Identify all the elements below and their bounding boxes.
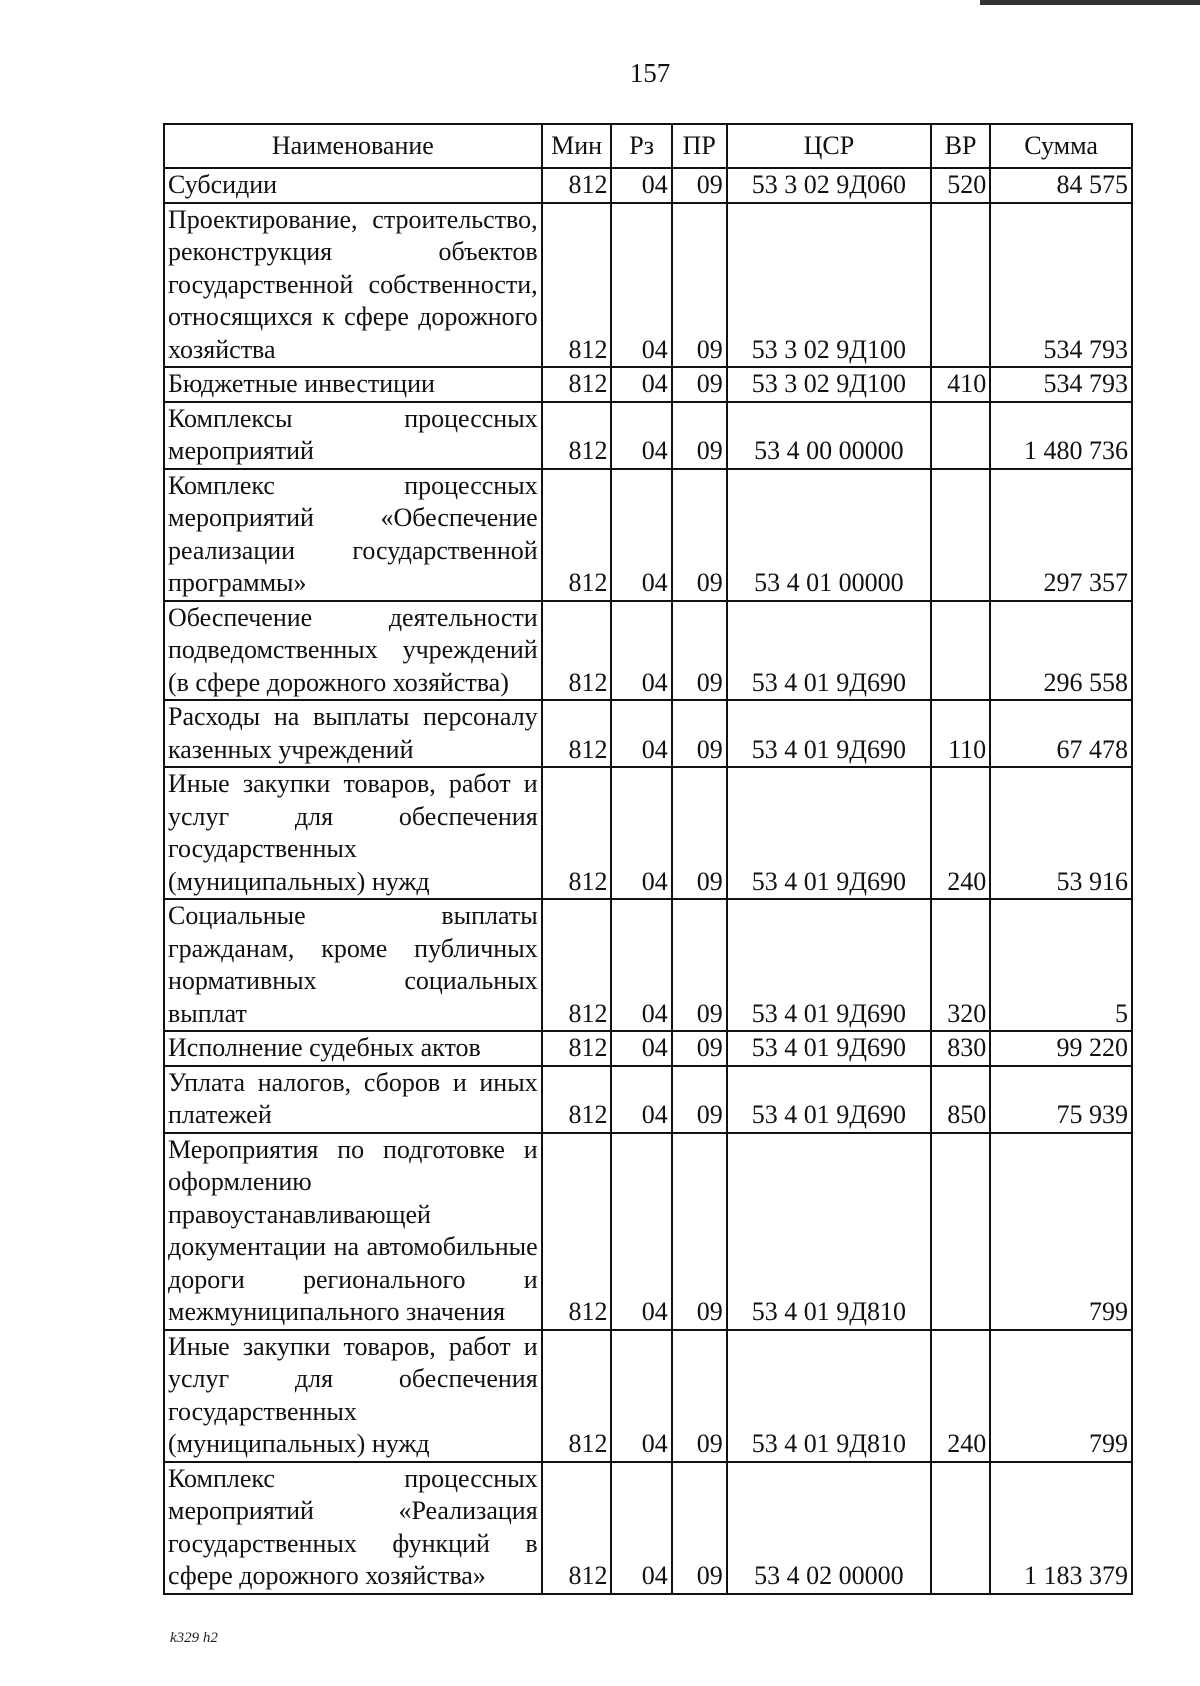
cell-pr: 09: [672, 203, 727, 368]
cell-sum: 297 357: [990, 469, 1132, 601]
table-row: [164, 1462, 1132, 1594]
cell-sum: 5: [990, 899, 1132, 1031]
cell-name: Исполнение судебных актов: [164, 1031, 542, 1066]
header-rz: Рз: [611, 124, 671, 168]
cell-rz: 04: [611, 367, 671, 402]
cell-sum: 534 793: [990, 367, 1132, 402]
cell-min: 812: [542, 1330, 612, 1462]
table-row: [164, 469, 1132, 601]
cell-min: 812: [542, 601, 612, 701]
cell-csr: 53 4 01 9Д690: [727, 700, 931, 767]
cell-name: Комплекс процессных мероприятий «Реализация государственных функций в сфере дорожного хозяйства»: [164, 1462, 542, 1594]
cell-csr: 53 4 01 9Д810: [727, 1133, 931, 1330]
cell-rz: 04: [611, 601, 671, 701]
cell-csr: 53 3 02 9Д100: [727, 367, 931, 402]
table-row: [164, 1031, 1132, 1066]
table-row: [164, 1330, 1132, 1462]
cell-min: 812: [542, 767, 612, 899]
cell-vr: [931, 1462, 990, 1594]
cell-vr: [931, 1133, 990, 1330]
cell-name: Уплата налогов, сборов и иных платежей: [164, 1066, 542, 1133]
page-number: 157: [629, 58, 671, 88]
header-vr: ВР: [931, 124, 990, 168]
cell-pr: 09: [672, 168, 727, 203]
cell-min: 812: [542, 203, 612, 368]
cell-vr: 320: [931, 899, 990, 1031]
cell-pr: 09: [672, 469, 727, 601]
cell-pr: 09: [672, 402, 727, 469]
cell-csr: 53 4 01 9Д690: [727, 1066, 931, 1133]
cell-rz: 04: [611, 1031, 671, 1066]
cell-min: 812: [542, 700, 612, 767]
cell-name: Иные закупки товаров, работ и услуг для обеспечения государственных (муниципальных) нужд: [164, 1330, 542, 1462]
table-row: [164, 601, 1132, 701]
table-row: [164, 700, 1132, 767]
cell-sum: 67 478: [990, 700, 1132, 767]
cell-rz: 04: [611, 700, 671, 767]
cell-csr: 53 3 02 9Д100: [727, 203, 931, 368]
cell-vr: 850: [931, 1066, 990, 1133]
cell-vr: 240: [931, 767, 990, 899]
cell-vr: 520: [931, 168, 990, 203]
cell-rz: 04: [611, 1462, 671, 1594]
cell-sum: 1 480 736: [990, 402, 1132, 469]
cell-name: Комплексы процессных мероприятий: [164, 402, 542, 469]
cell-pr: 09: [672, 1031, 727, 1066]
cell-pr: 09: [672, 700, 727, 767]
cell-min: 812: [542, 899, 612, 1031]
cell-rz: 04: [611, 469, 671, 601]
cell-pr: 09: [672, 767, 727, 899]
cell-name: Комплекс процессных мероприятий «Обеспечение реализации государственной программы»: [164, 469, 542, 601]
cell-pr: 09: [672, 601, 727, 701]
cell-csr: 53 3 02 9Д060: [727, 168, 931, 203]
cell-pr: 09: [672, 899, 727, 1031]
table-row: [164, 899, 1132, 1031]
budget-table: [163, 123, 1133, 1595]
cell-sum: 799: [990, 1330, 1132, 1462]
table-row: [164, 203, 1132, 368]
table-body: [164, 168, 1132, 1594]
cell-pr: 09: [672, 1330, 727, 1462]
table-row: [164, 367, 1132, 402]
cell-min: 812: [542, 1066, 612, 1133]
header-pr: ПР: [672, 124, 727, 168]
cell-name: Проектирование, строительство, реконструкция объектов государственной собственности, относящихся к сфере дорожного хозяйства: [164, 203, 542, 368]
cell-csr: 53 4 01 00000: [727, 469, 931, 601]
cell-rz: 04: [611, 168, 671, 203]
cell-rz: 04: [611, 899, 671, 1031]
header-csr: ЦСР: [727, 124, 931, 168]
cell-name: Субсидии: [164, 168, 542, 203]
cell-vr: 240: [931, 1330, 990, 1462]
cell-rz: 04: [611, 402, 671, 469]
table-row: [164, 402, 1132, 469]
cell-min: 812: [542, 1133, 612, 1330]
table-row: [164, 1133, 1132, 1330]
cell-sum: 1 183 379: [990, 1462, 1132, 1594]
cell-min: 812: [542, 367, 612, 402]
cell-name: Бюджетные инвестиции: [164, 367, 542, 402]
cell-csr: 53 4 01 9Д690: [727, 601, 931, 701]
top-edge-rule: [980, 0, 1200, 5]
cell-vr: [931, 601, 990, 701]
cell-vr: [931, 469, 990, 601]
cell-sum: 296 558: [990, 601, 1132, 701]
cell-pr: 09: [672, 1066, 727, 1133]
cell-min: 812: [542, 402, 612, 469]
cell-name: Мероприятия по подготовке и оформлению правоустанавливающей документации на автомобильные дороги регионального и межмуниципального значения: [164, 1133, 542, 1330]
cell-csr: 53 4 01 9Д810: [727, 1330, 931, 1462]
cell-rz: 04: [611, 1133, 671, 1330]
cell-pr: 09: [672, 367, 727, 402]
table-row: [164, 767, 1132, 899]
cell-name: Социальные выплаты гражданам, кроме публичных нормативных социальных выплат: [164, 899, 542, 1031]
cell-vr: [931, 203, 990, 368]
table-row: [164, 168, 1132, 203]
cell-rz: 04: [611, 1330, 671, 1462]
cell-sum: 53 916: [990, 767, 1132, 899]
cell-pr: 09: [672, 1462, 727, 1594]
cell-min: 812: [542, 1462, 612, 1594]
cell-name: Расходы на выплаты персоналу казенных учреждений: [164, 700, 542, 767]
cell-csr: 53 4 02 00000: [727, 1462, 931, 1594]
cell-pr: 09: [672, 1133, 727, 1330]
cell-csr: 53 4 01 9Д690: [727, 767, 931, 899]
cell-sum: 534 793: [990, 203, 1132, 368]
cell-sum: 799: [990, 1133, 1132, 1330]
cell-min: 812: [542, 168, 612, 203]
cell-vr: 110: [931, 700, 990, 767]
header-min: Мин: [542, 124, 612, 168]
cell-min: 812: [542, 469, 612, 601]
cell-sum: 99 220: [990, 1031, 1132, 1066]
cell-rz: 04: [611, 203, 671, 368]
cell-vr: [931, 402, 990, 469]
cell-vr: 410: [931, 367, 990, 402]
table-header-row: [164, 124, 1132, 168]
cell-min: 812: [542, 1031, 612, 1066]
header-name: Наименование: [164, 124, 542, 168]
cell-vr: 830: [931, 1031, 990, 1066]
cell-rz: 04: [611, 1066, 671, 1133]
cell-name: Обеспечение деятельности подведомственных учреждений (в сфере дорожного хозяйства): [164, 601, 542, 701]
header-sum: Сумма: [990, 124, 1132, 168]
cell-csr: 53 4 00 00000: [727, 402, 931, 469]
cell-sum: 84 575: [990, 168, 1132, 203]
cell-csr: 53 4 01 9Д690: [727, 1031, 931, 1066]
footer-code: k329 h2: [170, 1630, 218, 1646]
cell-sum: 75 939: [990, 1066, 1132, 1133]
table-row: [164, 1066, 1132, 1133]
cell-name: Иные закупки товаров, работ и услуг для обеспечения государственных (муниципальных) нужд: [164, 767, 542, 899]
cell-rz: 04: [611, 767, 671, 899]
cell-csr: 53 4 01 9Д690: [727, 899, 931, 1031]
